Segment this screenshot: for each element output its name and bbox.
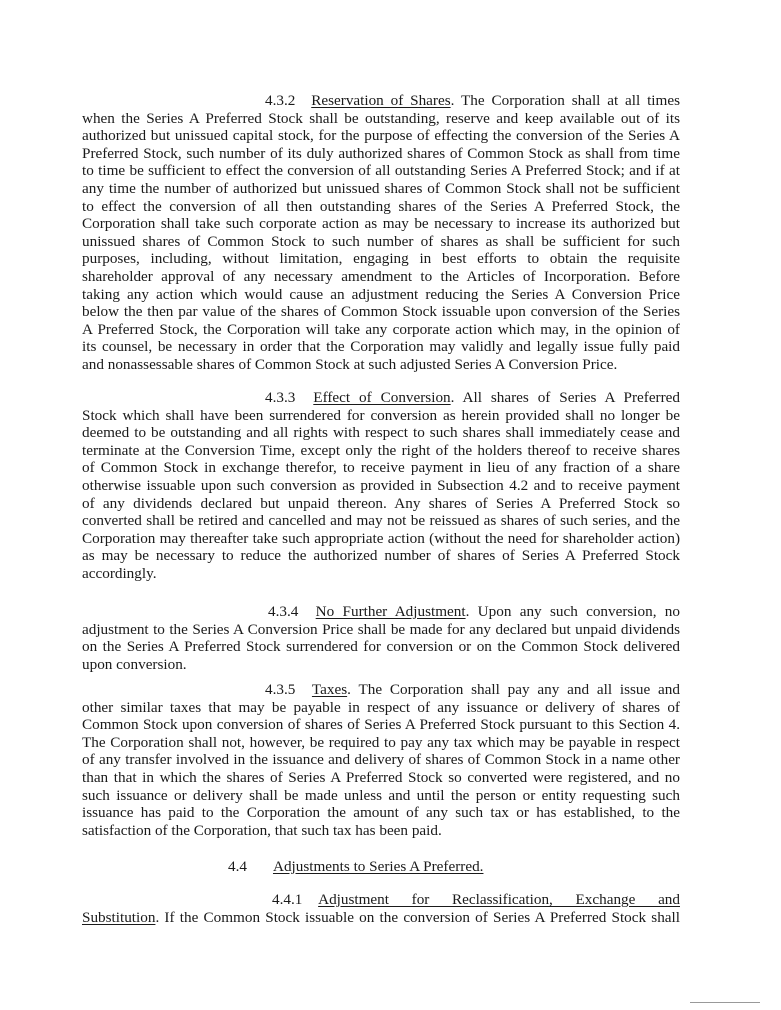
paragraph-line: otherwise issuable upon such conversion as provided in Subsection 4.2 and to receive payment (82, 476, 680, 494)
paragraph-line: to effect the conversion of all then outstanding shares of the Series A Preferred Stock, the (82, 197, 680, 215)
section-number: 4.3.2 (265, 92, 296, 109)
paragraph-line: authorized but unissued capital stock, for the purpose of effecting the conversion of the Series A (82, 127, 680, 145)
paragraph-line: such issuance or delivery shall be made unless and until the person or entity requesting such (82, 786, 680, 804)
paragraph-line: than that in which the shares of Series A Preferred Stock so converted were registered, and no (82, 768, 680, 786)
paragraph-line: its counsel, be necessary in order that the Corporation may validly and legally issue fully paid (82, 338, 680, 356)
paragraph-text: . The Corporation shall at all times (450, 92, 680, 109)
paragraph-text: . Upon any such conversion, no (465, 603, 680, 620)
paragraph-line: terminate at the Conversion Time, except only the right of the holders thereof to receive shares (82, 441, 680, 459)
section-4-3-3 (82, 389, 680, 583)
section-title: Adjustment for Reclassification, Exchange and (318, 891, 680, 908)
paragraph-line (82, 389, 680, 407)
section-title: Taxes (311, 681, 348, 698)
paragraph-line: other similar taxes that may be payable in respect of any issuance or delivery of shares of (82, 698, 680, 716)
paragraph-line: A Preferred Stock, the Corporation will take any corporate action which may, in the opinion of (82, 320, 680, 338)
paragraph-line: to time be sufficient to effect the conversion of all outstanding Series A Preferred Stock; and if at (82, 162, 680, 180)
paragraph-line: as may be necessary to reduce the authorized number of shares of Series A Preferred Stock (82, 547, 680, 565)
paragraph-line: Stock which shall have been surrendered for conversion as herein provided shall no longer be (82, 406, 680, 424)
paragraph-line: purposes, including, without limitation, engaging in best efforts to obtain the requisite (82, 250, 680, 268)
paragraph-line: unissued shares of Common Stock to such number of shares as shall be sufficient for such (82, 232, 680, 250)
section-4-3-5 (82, 681, 680, 839)
paragraph-line (82, 891, 680, 909)
paragraph-text: . All shares of Series A Preferred (450, 389, 681, 406)
paragraph-line (82, 681, 680, 699)
paragraph-line: satisfaction of the Corporation, that such tax has been paid. (82, 821, 442, 839)
paragraph-line: accordingly. (82, 564, 157, 582)
paragraph-line: taking any action which would cause an adjustment reducing the Series A Conversion Price (82, 285, 680, 303)
section-4-3-2 (82, 92, 680, 374)
paragraph-line: shareholder approval of any necessary amendment to the Articles of Incorporation. Before (82, 267, 680, 285)
section-4-4-1 (82, 891, 680, 926)
paragraph-text: . The Corporation shall pay any and all issue and (347, 681, 680, 698)
paragraph-line: of any transfer involved in the issuance and delivery of shares of Common Stock in a name other (82, 751, 680, 769)
paragraph-line: when the Series A Preferred Stock shall be outstanding, reserve and keep available out of its (82, 109, 680, 127)
paragraph-line: adjustment to the Series A Conversion Price shall be made for any declared but unpaid dividends (82, 620, 680, 638)
section-number: 4.3.3 (265, 389, 296, 406)
paragraph-line: Corporation may thereafter take such appropriate action (without the need for shareholder action) (82, 529, 680, 547)
paragraph-line: of any dividends declared but unpaid thereon. Any shares of Series A Preferred Stock so (82, 494, 680, 512)
section-title: Effect of Conversion (313, 389, 451, 406)
paragraph-line: below the then par value of the shares of Common Stock issuable upon conversion of the Series (82, 303, 680, 321)
paragraph-line: Common Stock upon conversion of shares of Series A Preferred Stock pursuant to this Section 4. (82, 716, 680, 734)
section-4-4-heading (228, 858, 483, 876)
section-title-cont: Substitution (82, 908, 156, 926)
section-number: 4.3.4 (268, 603, 299, 620)
paragraph-line: deemed to be outstanding and all rights with respect to such shares shall immediately cease and (82, 424, 680, 442)
paragraph-line: issuance has paid to the Corporation the amount of any such tax or has established, to the (82, 804, 680, 822)
paragraph-line: Preferred Stock, such number of its duly authorized shares of Common Stock as shall from time (82, 144, 680, 162)
paragraph-line: and nonassessable shares of Common Stock at such adjusted Series A Conversion Price. (82, 355, 618, 373)
page-edge-line (690, 1002, 760, 1003)
paragraph-line: upon conversion. (82, 655, 187, 673)
paragraph-line: of Common Stock in exchange therefor, to receive payment in lieu of any fraction of a share (82, 459, 680, 477)
section-4-3-4 (82, 603, 680, 673)
section-title: Reservation of Shares (311, 92, 451, 109)
paragraph-line (82, 603, 680, 621)
paragraph-line (82, 909, 680, 927)
paragraph-line: Corporation shall take such corporate action as may be necessary to increase its authorized but (82, 215, 680, 233)
section-title: No Further Adjustment (315, 603, 466, 620)
section-number: 4.4 (228, 858, 247, 875)
paragraph-line: any time the number of authorized but unissued shares of Common Stock shall not be sufficient (82, 179, 680, 197)
section-number: 4.4.1 (272, 891, 303, 908)
paragraph-line (82, 92, 680, 110)
section-number: 4.3.5 (265, 681, 296, 698)
paragraph-line: converted shall be retired and cancelled and may not be reissued as shares of such series, and the (82, 512, 680, 530)
paragraph-line: on the Series A Preferred Stock surrendered for conversion or on the Common Stock delivered (82, 638, 680, 656)
section-title: Adjustments to Series A Preferred. (272, 858, 484, 875)
paragraph-text: . If the Common Stock issuable on the conversion of Series A Preferred Stock shall (155, 908, 680, 926)
paragraph-line: The Corporation shall not, however, be required to pay any tax which may be payable in respect (82, 733, 680, 751)
